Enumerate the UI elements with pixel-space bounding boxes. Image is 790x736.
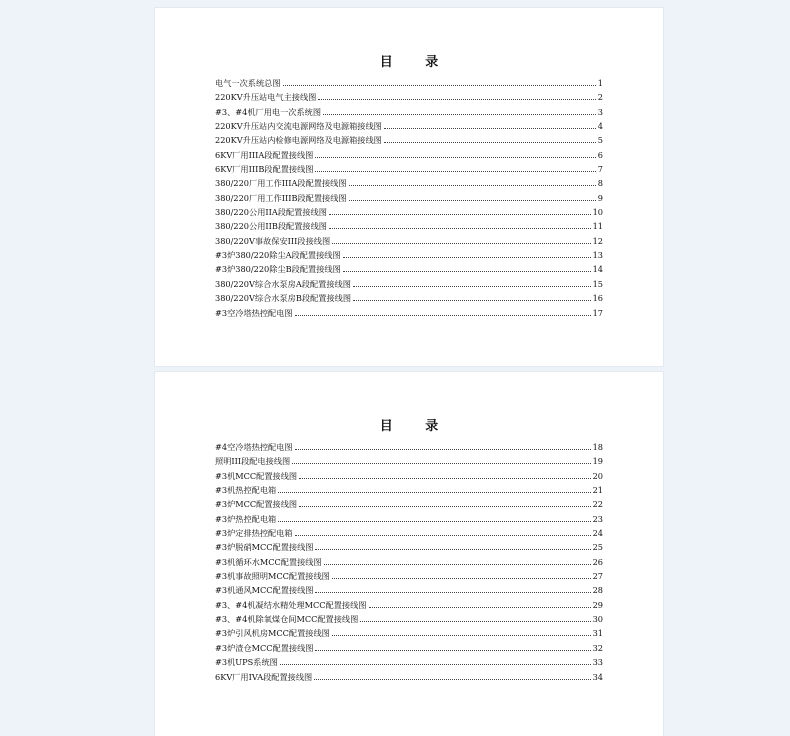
toc-leader-dots: [323, 113, 596, 115]
toc-entry-title: 电气一次系统总图: [215, 78, 281, 88]
toc-entry-title: #3机热控配电箱: [215, 485, 277, 496]
toc-entry[interactable]: [215, 207, 603, 221]
toc-entry[interactable]: [215, 456, 603, 470]
toc-entry-page-number: 34: [592, 671, 603, 682]
toc-entry[interactable]: [215, 628, 603, 642]
toc-entry-title: 照明III段配电接线图: [215, 456, 291, 467]
toc-leader-dots: [384, 127, 596, 129]
toc-leader-dots: [329, 213, 591, 215]
toc-entry-title: #3炉380/220除尘B段配置接线图: [215, 264, 341, 275]
toc-entry-title: 220KV升压站内检修电源网络及电源箱接线图: [215, 135, 382, 146]
toc-entry[interactable]: [215, 557, 603, 571]
toc-entry[interactable]: [215, 135, 603, 149]
toc-entry-title: #3炉引风机房MCC配置接线图: [215, 628, 330, 639]
toc-entry-page-number: 33: [592, 657, 603, 668]
toc-entry-title: #3炉定排热控配电箱: [215, 528, 293, 539]
toc-list: [215, 78, 603, 322]
toc-entry-title: 380/220V综合水泵房A段配置接线图: [215, 278, 351, 289]
toc-entry[interactable]: [215, 657, 603, 671]
toc-entry-title: #3机通风MCC配置接线图: [215, 585, 314, 596]
toc-leader-dots: [360, 620, 590, 622]
toc-entry-page-number: 11: [592, 221, 603, 232]
document-page-1: [155, 8, 663, 366]
toc-leader-dots: [315, 649, 590, 651]
toc-entry-page-number: 13: [592, 250, 603, 261]
toc-entry-title: #3、#4机除氧煤仓间MCC配置接线图: [215, 614, 359, 625]
toc-entry-page-number: 16: [592, 293, 603, 304]
toc-leader-dots: [283, 84, 596, 86]
toc-entry[interactable]: [215, 471, 603, 485]
toc-leader-dots: [329, 227, 591, 229]
toc-entry-page-number: 15: [592, 278, 603, 289]
toc-leader-dots: [384, 141, 596, 143]
toc-entry-page-number: 26: [592, 556, 603, 567]
toc-entry-title: #3炉MCC配置接线图: [215, 499, 298, 510]
toc-leader-dots: [332, 242, 590, 244]
toc-entry[interactable]: [215, 221, 603, 235]
toc-leader-dots: [295, 448, 591, 450]
toc-entry[interactable]: [215, 92, 603, 106]
toc-entry-page-number: 7: [597, 164, 603, 175]
toc-leader-dots: [332, 634, 591, 636]
toc-entry[interactable]: [215, 600, 603, 614]
toc-leader-dots: [292, 462, 590, 464]
toc-entry-title: #3机MCC配置接线图: [215, 470, 298, 481]
toc-entry[interactable]: [215, 571, 603, 585]
toc-leader-dots: [369, 606, 591, 608]
toc-entry-page-number: 8: [597, 178, 603, 189]
toc-entry[interactable]: [215, 279, 603, 293]
toc-entry-page-number: 25: [592, 542, 603, 553]
toc-leader-dots: [315, 591, 590, 593]
toc-title: 目 录: [379, 55, 453, 70]
toc-leader-dots: [343, 256, 591, 258]
toc-entry-title: #3空冷塔热控配电图: [215, 307, 293, 318]
toc-entry-page-number: 10: [592, 207, 603, 218]
toc-entry[interactable]: [215, 150, 603, 164]
toc-entry-title: 380/220厂用工作IIIA段配置接线图: [215, 178, 347, 189]
toc-entry-page-number: 24: [592, 528, 603, 539]
toc-entry-title: #3、#4机凝结水精处理MCC配置接线图: [215, 599, 367, 610]
toc-entry[interactable]: [215, 614, 603, 628]
toc-leader-dots: [278, 520, 590, 522]
toc-entry[interactable]: [215, 264, 603, 278]
toc-entry[interactable]: [215, 78, 603, 92]
toc-entry[interactable]: [215, 164, 603, 178]
toc-entry-page-number: 32: [592, 642, 603, 653]
toc-leader-dots: [295, 534, 591, 536]
toc-leader-dots: [353, 299, 591, 301]
toc-entry[interactable]: [215, 528, 603, 542]
toc-entry[interactable]: [215, 293, 603, 307]
toc-entry[interactable]: [215, 643, 603, 657]
toc-entry-page-number: 5: [597, 135, 603, 146]
toc-entry-page-number: 4: [597, 121, 603, 132]
toc-entry-page-number: 21: [592, 485, 603, 496]
toc-entry-title: #3炉热控配电箱: [215, 513, 277, 524]
toc-entry-page-number: 17: [592, 307, 603, 318]
toc-leader-dots: [295, 314, 591, 316]
toc-leader-dots: [315, 548, 590, 550]
toc-entry-page-number: 14: [592, 264, 603, 275]
toc-list: [215, 442, 603, 686]
toc-title: 目 录: [379, 419, 453, 434]
toc-entry-title: 220KV升压站内交流电源网络及电源箱接线图: [215, 121, 382, 132]
toc-leader-dots: [315, 156, 595, 158]
toc-leader-dots: [278, 491, 590, 493]
toc-entry-title: 220KV升压站电气主接线图: [215, 92, 317, 103]
toc-entry-page-number: 28: [592, 585, 603, 596]
toc-leader-dots: [349, 184, 596, 186]
toc-entry[interactable]: [215, 121, 603, 135]
toc-entry[interactable]: [215, 585, 603, 599]
toc-leader-dots: [332, 577, 591, 579]
toc-leader-dots: [353, 285, 591, 287]
toc-entry-title: 6KV厂用IIIB段配置接线图: [215, 164, 314, 175]
toc-entry-title: 6KV厂用IIIA段配置接线图: [215, 149, 314, 160]
toc-entry-page-number: 18: [592, 442, 603, 452]
toc-entry-title: 380/220公用IIA段配置接线图: [215, 207, 327, 218]
toc-entry-page-number: 20: [592, 470, 603, 481]
toc-leader-dots: [280, 663, 591, 665]
toc-entry-page-number: 23: [592, 513, 603, 524]
toc-entry-page-number: 27: [592, 571, 603, 582]
toc-entry-title: 380/220V事故保安III段接线图: [215, 235, 331, 246]
toc-entry-page-number: 19: [592, 456, 603, 467]
toc-entry[interactable]: [215, 514, 603, 528]
toc-entry-title: #4空冷塔热控配电图: [215, 442, 293, 452]
toc-entry[interactable]: [215, 485, 603, 499]
toc-entry[interactable]: [215, 193, 603, 207]
toc-entry-title: 380/220厂用工作IIIB段配置接线图: [215, 192, 347, 203]
toc-entry-page-number: 9: [597, 192, 603, 203]
toc-entry-page-number: 2: [597, 92, 603, 103]
toc-entry[interactable]: [215, 499, 603, 513]
toc-entry-page-number: 12: [592, 235, 603, 246]
toc-entry-title: #3炉渣仓MCC配置接线图: [215, 642, 314, 653]
toc-leader-dots: [349, 199, 596, 201]
toc-entry[interactable]: [215, 308, 603, 322]
toc-leader-dots: [315, 170, 595, 172]
toc-entry[interactable]: [215, 250, 603, 264]
document-page-2: [155, 372, 663, 736]
toc-entry[interactable]: [215, 107, 603, 121]
toc-entry-title: 6KV厂用IVA段配置接线图: [215, 671, 313, 682]
toc-entry[interactable]: [215, 442, 603, 456]
toc-entry-title: #3炉脱硝MCC配置接线图: [215, 542, 314, 553]
toc-entry[interactable]: [215, 672, 603, 686]
toc-leader-dots: [343, 270, 591, 272]
toc-entry-page-number: 22: [592, 499, 603, 510]
toc-entry-page-number: 1: [597, 78, 603, 88]
toc-entry-title: #3机循环水MCC配置接线图: [215, 556, 322, 567]
toc-entry-title: 380/220公用IIB段配置接线图: [215, 221, 327, 232]
toc-leader-dots: [314, 678, 590, 680]
toc-entry-page-number: 30: [592, 614, 603, 625]
toc-entry-page-number: 31: [592, 628, 603, 639]
toc-entry-title: #3炉380/220除尘A段配置接线图: [215, 250, 341, 261]
toc-leader-dots: [299, 477, 590, 479]
toc-entry[interactable]: [215, 236, 603, 250]
toc-entry[interactable]: [215, 178, 603, 192]
toc-leader-dots: [318, 98, 595, 100]
toc-entry-page-number: 29: [592, 599, 603, 610]
toc-entry-page-number: 6: [597, 149, 603, 160]
toc-entry-title: #3机事故照明MCC配置接线图: [215, 571, 330, 582]
toc-leader-dots: [299, 505, 590, 507]
toc-entry-title: 380/220V综合水泵房B段配置接线图: [215, 293, 352, 304]
toc-entry[interactable]: [215, 542, 603, 556]
toc-entry-page-number: 3: [597, 106, 603, 117]
toc-leader-dots: [324, 563, 591, 565]
toc-entry-title: #3机UPS系统图: [215, 657, 278, 668]
toc-entry-title: #3、#4机厂用电一次系统图: [215, 106, 322, 117]
